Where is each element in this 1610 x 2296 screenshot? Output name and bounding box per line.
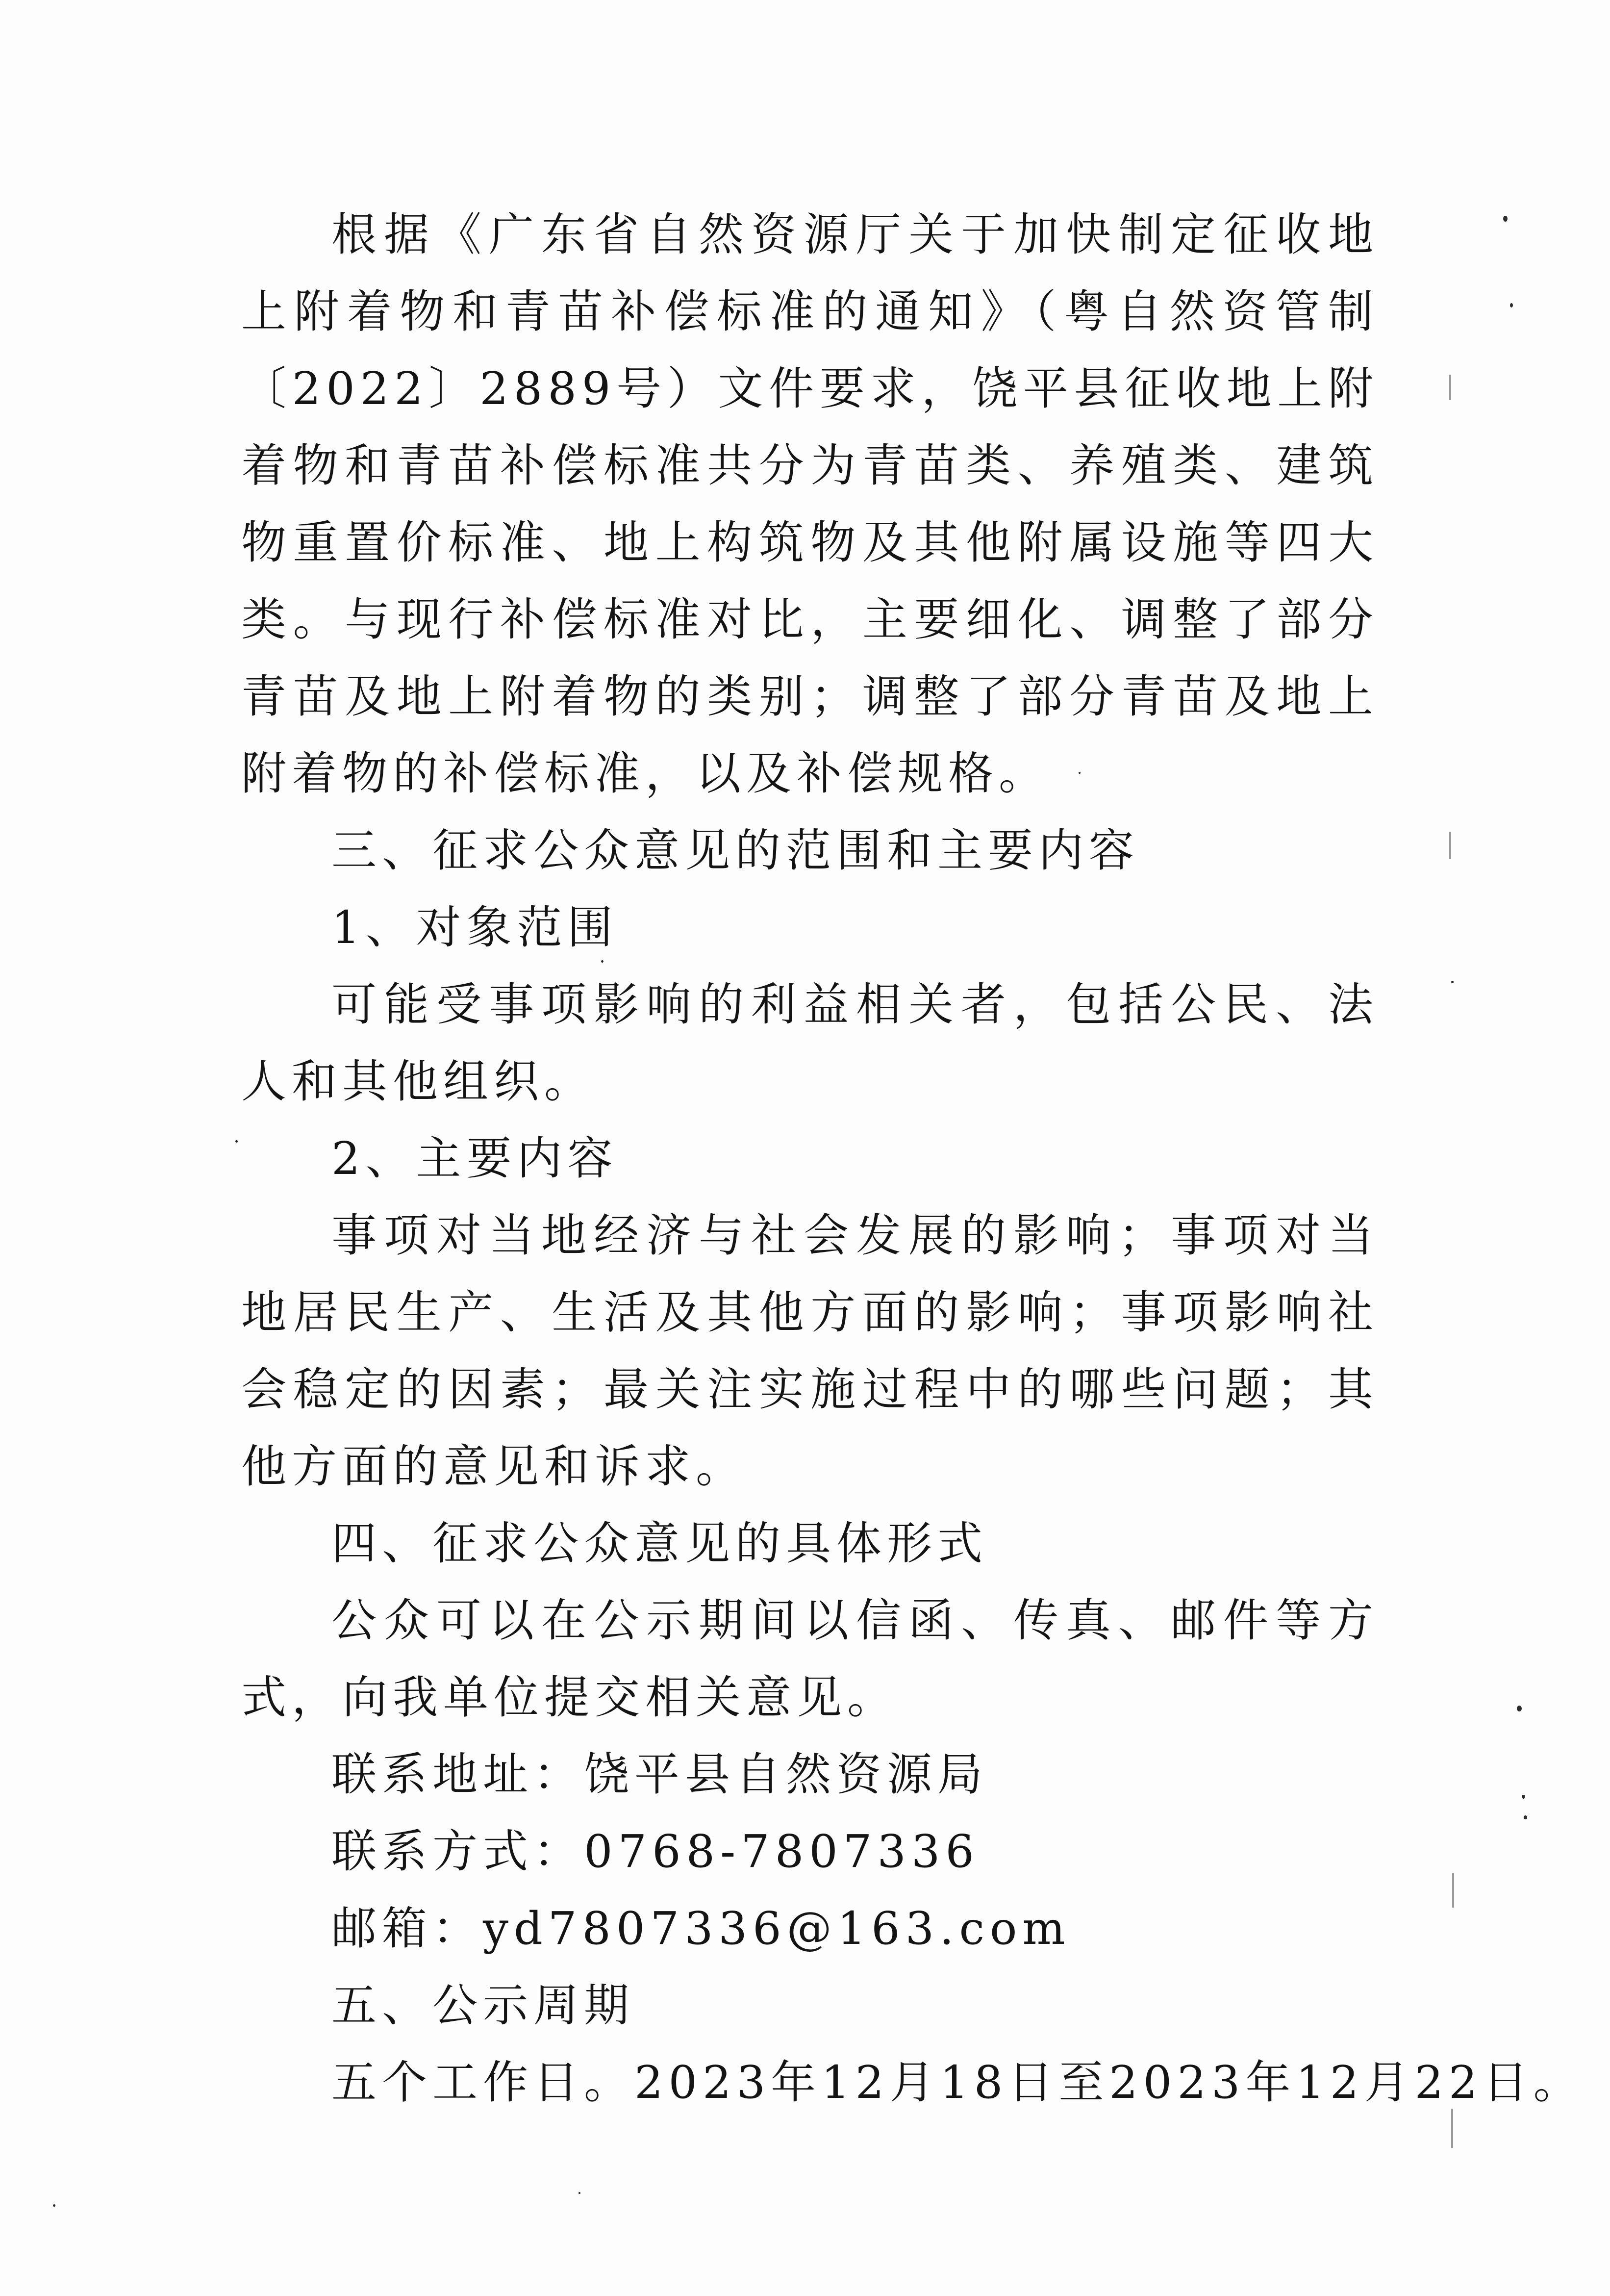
scan-edge-mark <box>1449 832 1451 859</box>
section-heading-form: 四、征求公众意见的具体形式 <box>331 1517 988 1570</box>
subheading-main-content: 2、主要内容 <box>331 1132 618 1185</box>
scan-speck <box>1524 1815 1527 1819</box>
scan-speck <box>235 1140 238 1143</box>
contact-email: 邮箱：yd7807336@163.com <box>331 1902 1071 1955</box>
scan-speck <box>1510 303 1513 307</box>
scan-speck <box>579 2192 580 2194</box>
contact-address: 联系地址：饶平县自然资源局 <box>331 1748 988 1801</box>
target-scope-paragraph: 可能受事项影响的利益相关者，包括公民、法人和其他组织。 <box>241 978 1379 1108</box>
scan-edge-mark <box>1452 1873 1454 1908</box>
scan-speck <box>1451 981 1454 983</box>
main-content-paragraph: 事项对当地经济与社会发展的影响；事项对当地居民生产、生活及其他方面的影响；事项影响社会稳定的因素；最关注实施过程中的哪些问题；其他方面的意见和诉求。 <box>241 1209 1379 1493</box>
document-body <box>241 196 1584 2121</box>
scan-speck <box>1503 216 1508 222</box>
contact-phone: 联系方式：0768-7807336 <box>331 1825 980 1878</box>
section-heading-scope: 三、征求公众意见的范围和主要内容 <box>331 824 1140 877</box>
background-paragraph: 根据《广东省自然资源厅关于加快制定征收地上附着物和青苗补偿标准的通知》（粤自然资管制〔2022〕2889号）文件要求，饶平县征收地上附着物和青苗补偿标准共分为青苗类、养殖类、建筑物重置价标准、地上构筑物及其他附属设施等四大类。与现行补偿标准对比，主要细化、调整了部分青苗及地上附着物的类别；调整了部分青苗及地上附着物的补偿标准，以及补偿规格。 <box>241 208 1379 800</box>
scan-speck <box>1079 772 1081 774</box>
period-text: 五个工作日。2023年12月18日至2023年12月22日。 <box>331 2056 1584 2109</box>
scan-edge-mark <box>1451 2109 1453 2148</box>
scan-edge-mark <box>1449 375 1451 400</box>
scan-speck <box>1517 1706 1522 1711</box>
form-paragraph: 公众可以在公示期间以信函、传真、邮件等方式，向我单位提交相关意见。 <box>241 1594 1379 1724</box>
scan-speck <box>601 960 604 963</box>
scan-speck <box>1522 1795 1525 1799</box>
section-heading-period: 五、公示周期 <box>331 1979 635 2032</box>
subheading-target-scope: 1、对象范围 <box>331 901 618 954</box>
scan-speck <box>53 2204 55 2207</box>
